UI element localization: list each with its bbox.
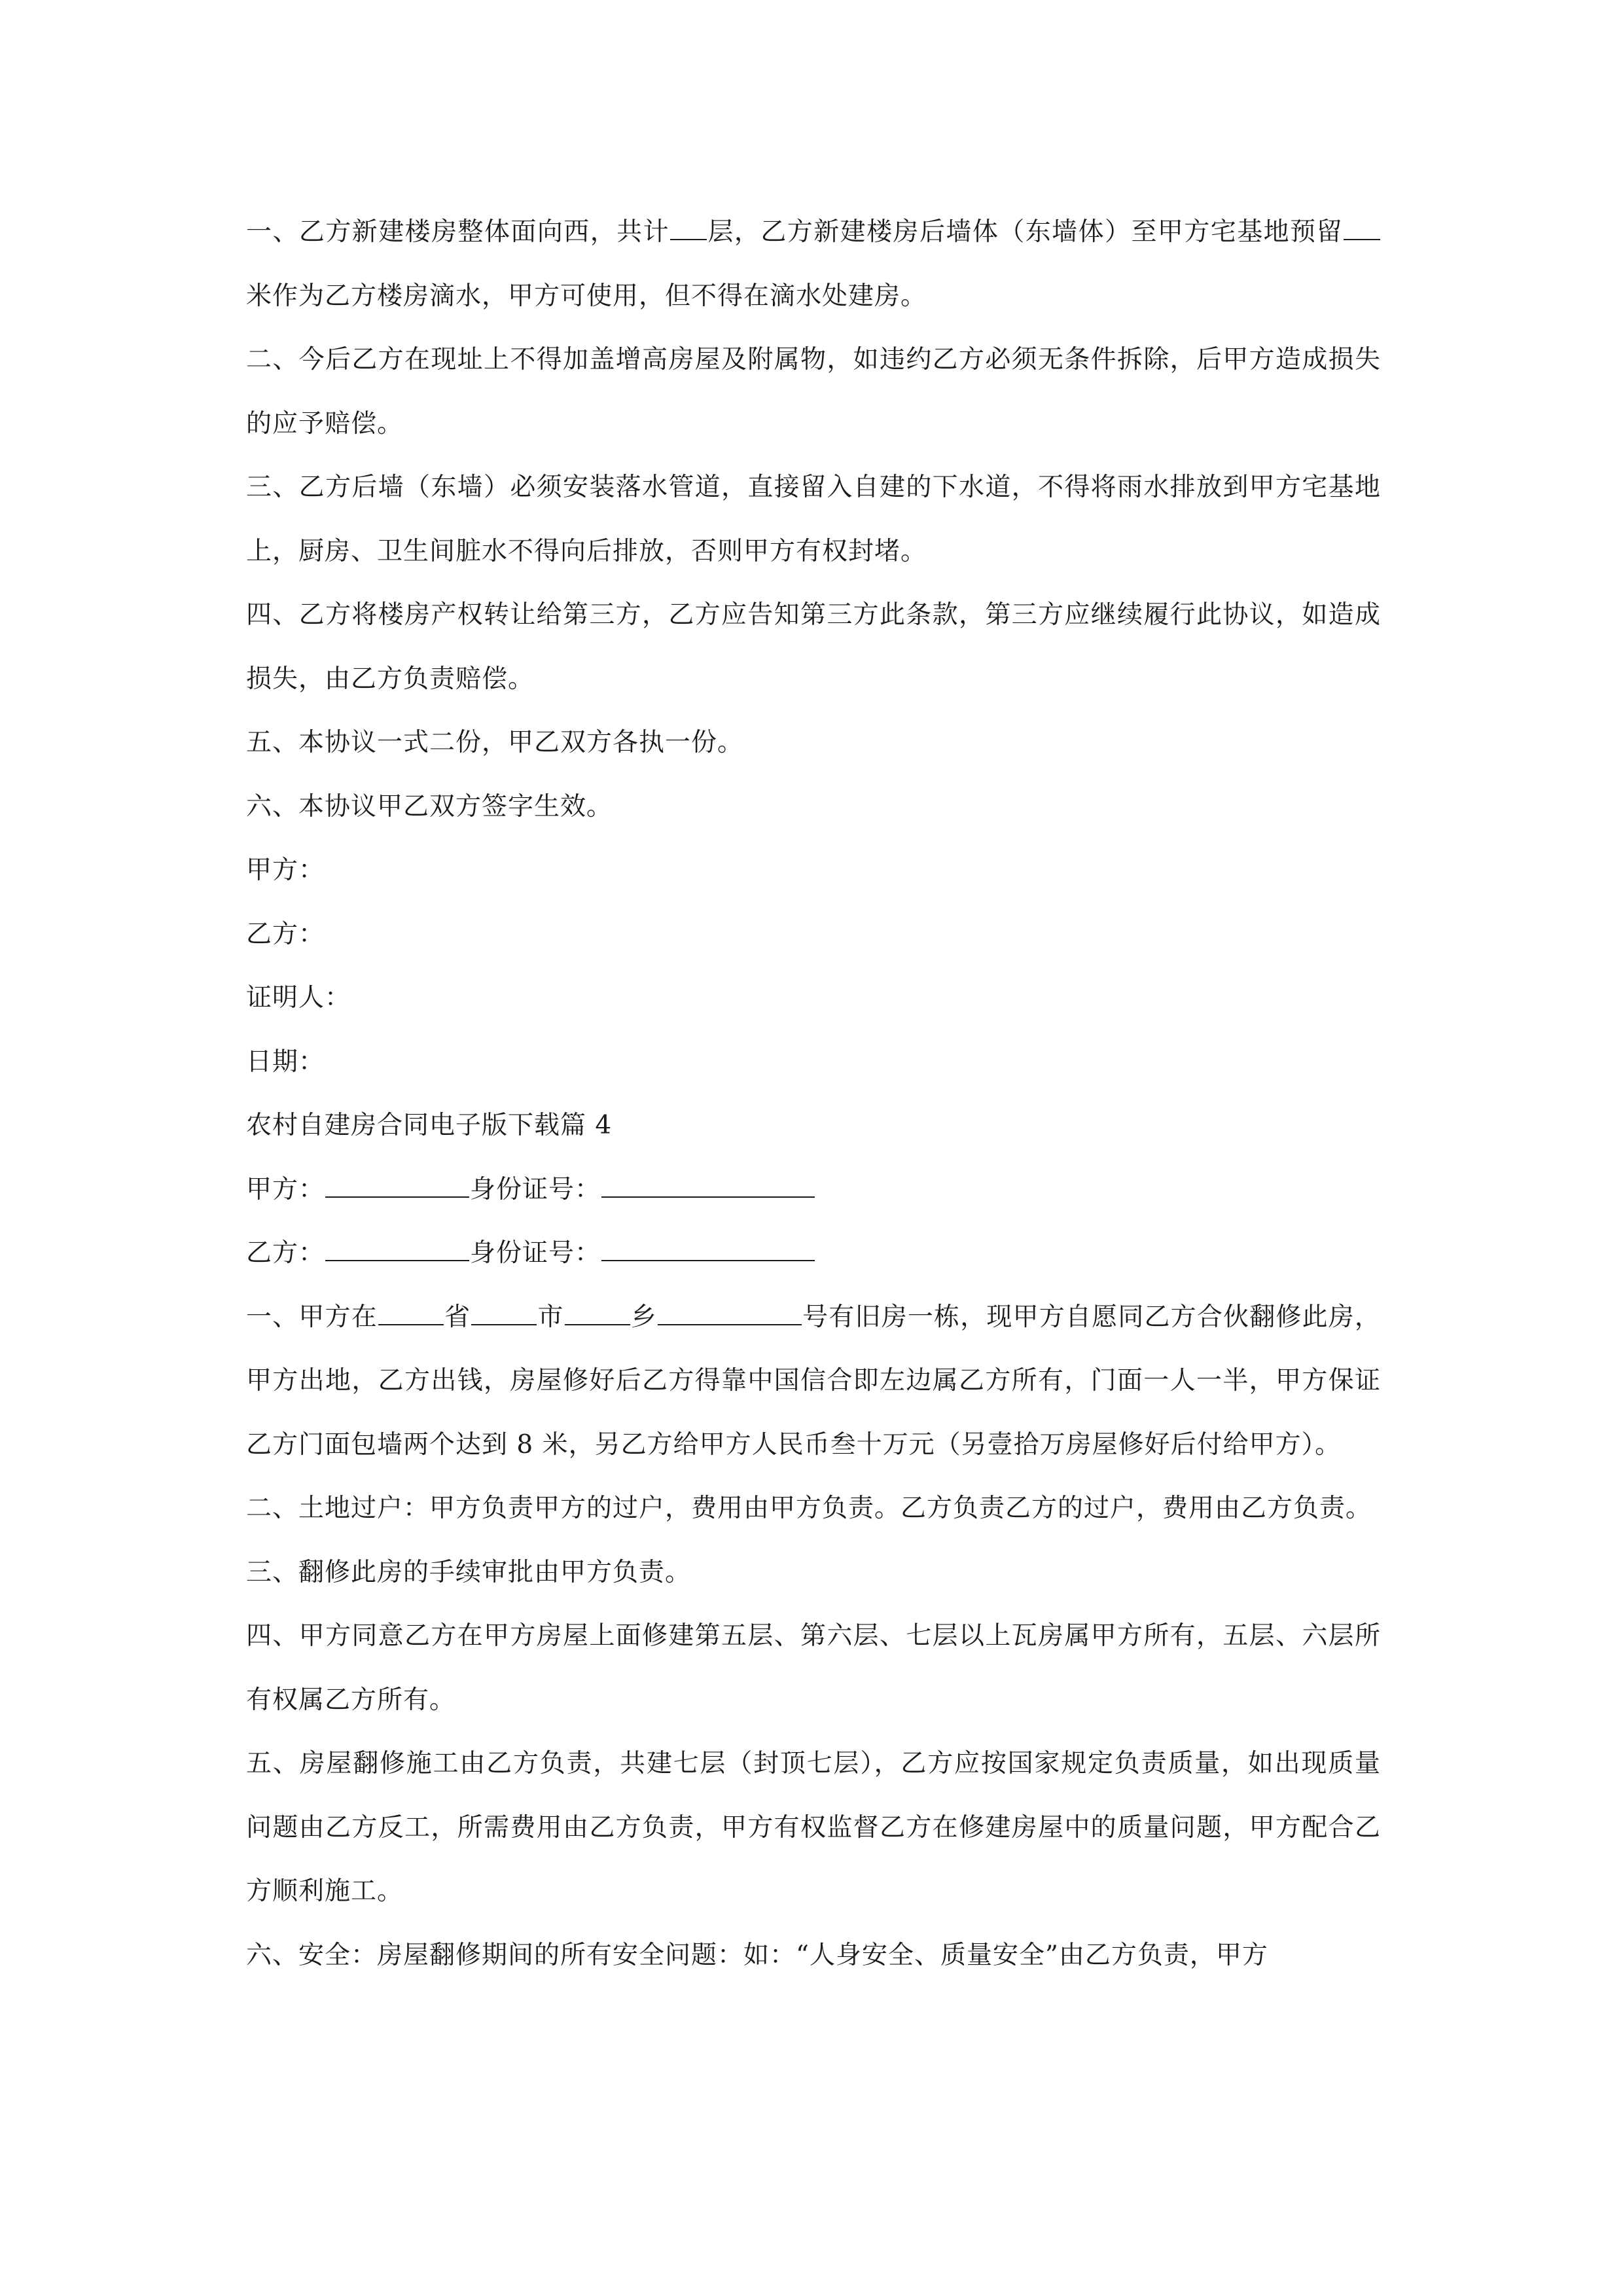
section-4-title: 农村自建房合同电子版下载篇 4 [246, 1111, 613, 1140]
document-body [246, 200, 1381, 1987]
clause-1-text-c: 米作为乙方楼房滴水，甲方可使用，但不得在滴水处建房。 [246, 281, 927, 311]
blank-city [471, 1297, 537, 1325]
signature-party-a: 甲方： [246, 855, 325, 885]
clause-1-orientation [246, 200, 1381, 328]
party-a-id-label: 身份证号： [470, 1174, 601, 1204]
blank-party-b-id [601, 1233, 815, 1261]
clause-6-effective: 六、本协议甲乙双方签字生效。 [246, 791, 613, 821]
blank-province [378, 1297, 444, 1325]
clause-text: 号有旧房一栋，现甲方自愿同乙方合伙翻修此房，甲方出地，乙方出钱，房屋修好后乙方得靠中国信合即左边属乙方所有，门面一人一半，甲方保证乙方门面包墙两个达到 8 米，另乙方给甲方人民币叁十万元（另壹拾万房屋修好后付给甲方）。 [246, 1302, 1381, 1460]
clause-text: 一、甲方在 [246, 1302, 378, 1332]
party-b-id-label: 身份证号： [470, 1238, 601, 1268]
blank-party-a-id [601, 1170, 815, 1198]
section-4-clause-2: 二、土地过户：甲方负责甲方的过户，费用由甲方负责。乙方负责乙方的过户，费用由乙方负责。 [246, 1494, 1372, 1523]
section-4-clause-3: 三、翻修此房的手续审批由甲方负责。 [246, 1557, 692, 1587]
clause-3-drainage: 三、乙方后墙（东墙）必须安装落水管道，直接留入自建的下水道，不得将雨水排放到甲方宅基地上，厨房、卫生间脏水不得向后排放，否则甲方有权封堵。 [246, 473, 1381, 566]
signature-witness: 证明人： [246, 983, 351, 1013]
section-4-clause-6: 六、安全：房屋翻修期间的所有安全问题：如：“人身安全、质量安全”由乙方负责，甲方 [246, 1940, 1268, 1970]
clause-1-text-a: 一、乙方新建楼房整体面向西，共计 [246, 217, 670, 247]
blank-party-a-name [325, 1170, 469, 1198]
section-4-party-a-line [246, 1158, 1381, 1222]
clause-2-no-extension: 二、今后乙方在现址上不得加盖增高房屋及附属物，如违约乙方必须无条件拆除，后甲方造成损失的应予赔偿。 [246, 345, 1381, 439]
section-4-party-b-line [246, 1221, 1381, 1285]
clause-5-copies: 五、本协议一式二份，甲乙双方各执一份。 [246, 728, 744, 757]
clause-text: 乡 [630, 1302, 657, 1332]
clause-4-transfer: 四、乙方将楼房产权转让给第三方，乙方应告知第三方此条款，第三方应继续履行此协议，如造成损失，由乙方负责赔偿。 [246, 600, 1381, 694]
section-4-clause-4: 四、甲方同意乙方在甲方房屋上面修建第五层、第六层、七层以上瓦房属甲方所有，五层、六层所有权属乙方所有。 [246, 1621, 1381, 1715]
party-b-label: 乙方： [246, 1238, 325, 1268]
blank-party-b-name [325, 1233, 469, 1261]
signature-date: 日期： [246, 1047, 325, 1077]
section-4-clause-5: 五、房屋翻修施工由乙方负责，共建七层（封顶七层），乙方应按国家规定负责质量，如出现质量问题由乙方反工，所需费用由乙方负责，甲方有权监督乙方在修建房屋中的质量问题，甲方配合乙方顺利施工。 [246, 1749, 1381, 1906]
clause-text: 省 [444, 1302, 471, 1332]
clause-1-text-b: 层，乙方新建楼房后墙体（东墙体）至甲方宅基地预留 [707, 217, 1343, 247]
clause-text: 市 [537, 1302, 564, 1332]
blank-township [565, 1297, 630, 1325]
section-4-clause-1 [246, 1285, 1381, 1477]
signature-party-b: 乙方： [246, 919, 325, 949]
blank-house-number [658, 1297, 802, 1325]
blank-floors [670, 212, 707, 240]
party-a-label: 甲方： [246, 1174, 325, 1204]
blank-meters [1344, 212, 1380, 240]
